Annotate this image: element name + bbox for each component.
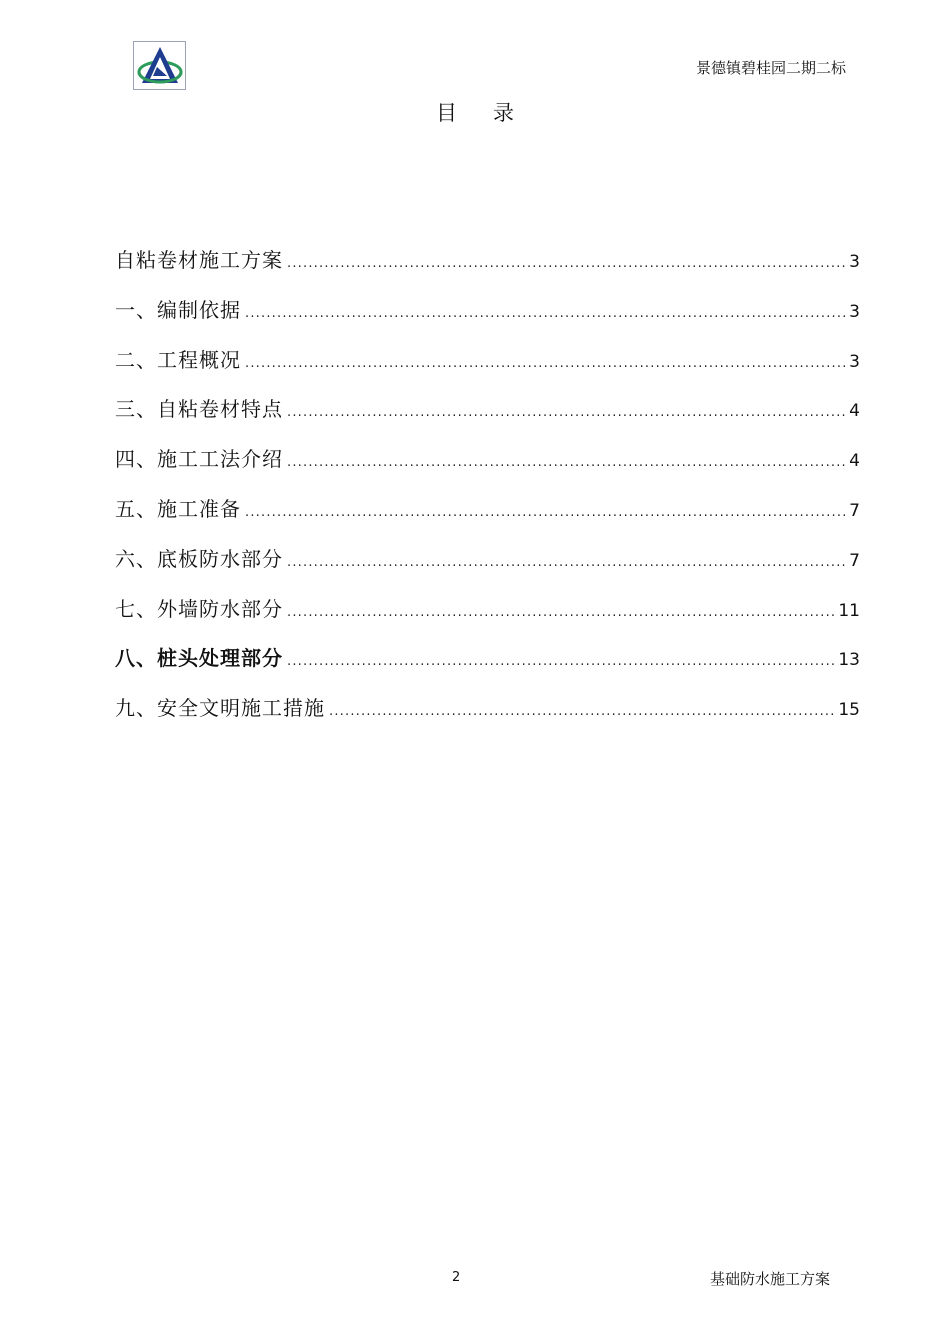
toc-leader: [287, 455, 845, 470]
toc-entry[interactable]: [115, 443, 860, 493]
toc-entry-label: 二、工程概况: [115, 347, 241, 372]
toc-entry-page: 4: [849, 451, 860, 472]
toc-leader: [245, 306, 845, 321]
toc-entry[interactable]: [115, 593, 860, 643]
toc-entry-page: 3: [849, 252, 860, 272]
triangle-in-ring-logo-icon: [133, 41, 186, 90]
toc-leader: [287, 256, 845, 271]
toc-entry-page: 3: [849, 301, 860, 322]
toc-entry[interactable]: [115, 393, 860, 443]
toc-entry-label: 一、编制依据: [115, 297, 241, 322]
toc-entry-page: 11: [838, 600, 860, 621]
toc-entry[interactable]: [115, 244, 860, 294]
toc-entry-label: 八、桩头处理部分: [115, 646, 283, 671]
toc-entry-label: 七、外墙防水部分: [115, 596, 283, 621]
toc-entry-label: 六、底板防水部分: [115, 546, 283, 571]
toc-leader: [245, 356, 845, 371]
toc-leader: [287, 555, 845, 570]
toc-leader: [287, 605, 834, 620]
toc-entry-page: 3: [849, 351, 860, 372]
toc-entry-page: 13: [838, 650, 860, 671]
toc-entry[interactable]: [115, 692, 860, 742]
toc-list: [115, 244, 860, 742]
toc-entry-label: 九、安全文明施工措施: [115, 696, 325, 721]
toc-title-char: 录: [493, 101, 514, 125]
toc-title: [0, 97, 950, 127]
toc-entry[interactable]: [115, 493, 860, 543]
toc-entry-page: 7: [849, 550, 860, 571]
toc-title-char: 目: [436, 101, 457, 125]
toc-entry-page: 7: [849, 500, 860, 521]
toc-entry[interactable]: [115, 294, 860, 344]
toc-entry-label: 三、自粘卷材特点: [115, 397, 283, 422]
toc-leader: [287, 405, 845, 420]
toc-entry[interactable]: [115, 642, 860, 692]
toc-entry-label: 四、施工工法介绍: [115, 447, 283, 472]
toc-entry-page: 15: [838, 700, 860, 721]
footer-document-name: 基础防水施工方案: [709, 1270, 830, 1288]
toc-entry-label: 五、施工准备: [115, 496, 241, 521]
toc-leader: [329, 704, 834, 719]
toc-leader: [287, 654, 834, 669]
project-name: 景德镇碧桂园二期二标: [695, 59, 846, 77]
toc-entry-label: 自粘卷材施工方案: [115, 248, 283, 272]
footer-page-number: 2: [452, 1270, 461, 1285]
toc-entry[interactable]: [115, 344, 860, 394]
toc-entry-page: 4: [849, 401, 860, 422]
toc-leader: [245, 505, 845, 520]
toc-entry[interactable]: [115, 543, 860, 593]
company-logo: [133, 41, 186, 90]
